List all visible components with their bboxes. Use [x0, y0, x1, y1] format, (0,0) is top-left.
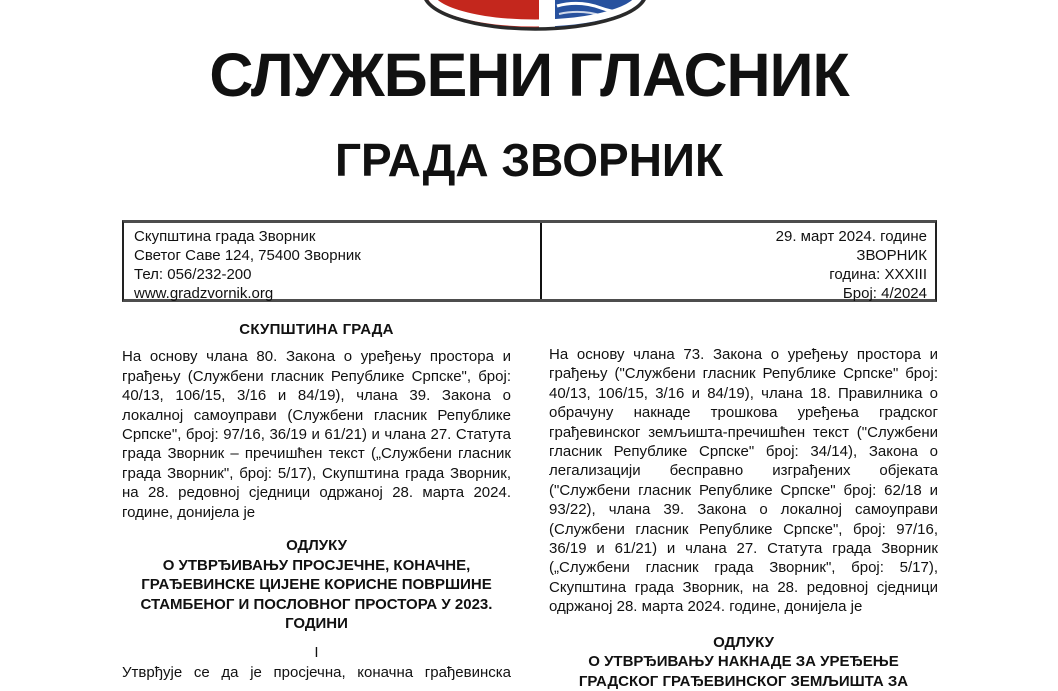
publisher-address: Светог Саве 124, 75400 Зворник [134, 247, 361, 264]
article-number-I: I [314, 643, 319, 661]
right-decision-title [549, 633, 938, 691]
publisher-name: Скупштина града Зворник [134, 228, 316, 245]
left-decision-title-line: СТАМБЕНОГ И ПОСЛОВНОГ ПРОСТОРА У 2023. [140, 595, 493, 613]
right-decision-title-line: ОДЛУКУ [713, 633, 774, 651]
issue-number: Број: 4/2024 [842, 285, 927, 302]
publisher-phone: Тел: 056/232-200 [134, 266, 252, 283]
issue-city: ЗВОРНИК [856, 247, 927, 264]
publisher-website: www.gradzvornik.org [134, 285, 274, 302]
issue-meta-cell [542, 223, 935, 302]
city-emblem-icon [419, 0, 651, 32]
right-decision-title-line: О УТВРЂИВАЊУ НАКНАДЕ ЗА УРЕЂЕЊЕ [588, 653, 899, 671]
left-decision-title [122, 536, 511, 634]
left-decision-title-line: ГРАЂЕВИНСКЕ ЦИЈЕНЕ КОРИСНЕ ПОВРШИНЕ [141, 576, 492, 594]
left-article-paragraph: Утврђује се да је просјечна, коначна грађевинска [122, 663, 511, 681]
left-decision-title-line: ОДЛУКУ [286, 537, 347, 555]
gazette-title: СЛУЖБЕНИ ГЛАСНИК [209, 41, 849, 109]
publisher-info-cell [124, 223, 542, 302]
left-preamble-paragraph: На основу члана 80. Закона о уређењу простора и грађењу (Службени гласник Републике Српске", број: 40/13, 106/15, 3/16 и 84/19), члана 39. Закона о локалној самоуправи (Службени гласник Републике Српске", број: 97/16, 36/19 и 61/21) и члана 27. Статута града Зворник – пречишћен текст („Службени гласник града Зворник", број: 5/17), Скупштина града Зворник, на 28. редовној сједници одржаној 28. марта 2024. године, донијела је [122, 348, 511, 521]
right-column [549, 321, 938, 691]
right-preamble-paragraph: На основу члана 73. Закона о уређењу простора и грађењу ("Службени гласник Републике Српске" број: 40/13, 106/15, 3/16 и 84/19), члана 18. Правилника о обрачуну накнаде трошкова уређења градског грађевинског земљишта-пречишћен текст ("Службени гласник Републике Српске" број: 34/14), Закона о легализацији бесправно изграђених објеката ("Службени гласник Републике Српске" број: 62/18 и 93/22), члана 39. Закона о локалној самоуправи (Службени гласник Републике Српске", број: 97/16, 36/19 и 61/21) и члана 27. Статута града Зворник („Службени гласник града Зворник", број: 5/17), Скупштина града Зворник, на 28. редовној сједници одржаној 28. марта 2024. године, донијела је [549, 346, 938, 616]
gazette-subtitle: ГРАДА ЗВОРНИК [334, 134, 724, 186]
issue-year: година: XXXIII [829, 266, 927, 283]
issue-date: 29. март 2024. године [775, 228, 927, 245]
left-decision-title-line: ГОДИНИ [285, 615, 348, 633]
right-decision-title-line: ГРАДСКОГ ГРАЂЕВИНСКОГ ЗЕМЉИШТА ЗА [578, 672, 909, 690]
left-decision-title-line: О УТВРЂИВАЊУ ПРОСЈЕЧНЕ, КОНАЧНЕ, [162, 556, 471, 574]
city-emblem [419, 0, 651, 32]
issue-info-box [122, 220, 937, 302]
assembly-heading: СКУПШТИНА ГРАДА [239, 321, 394, 338]
left-column [122, 320, 511, 682]
